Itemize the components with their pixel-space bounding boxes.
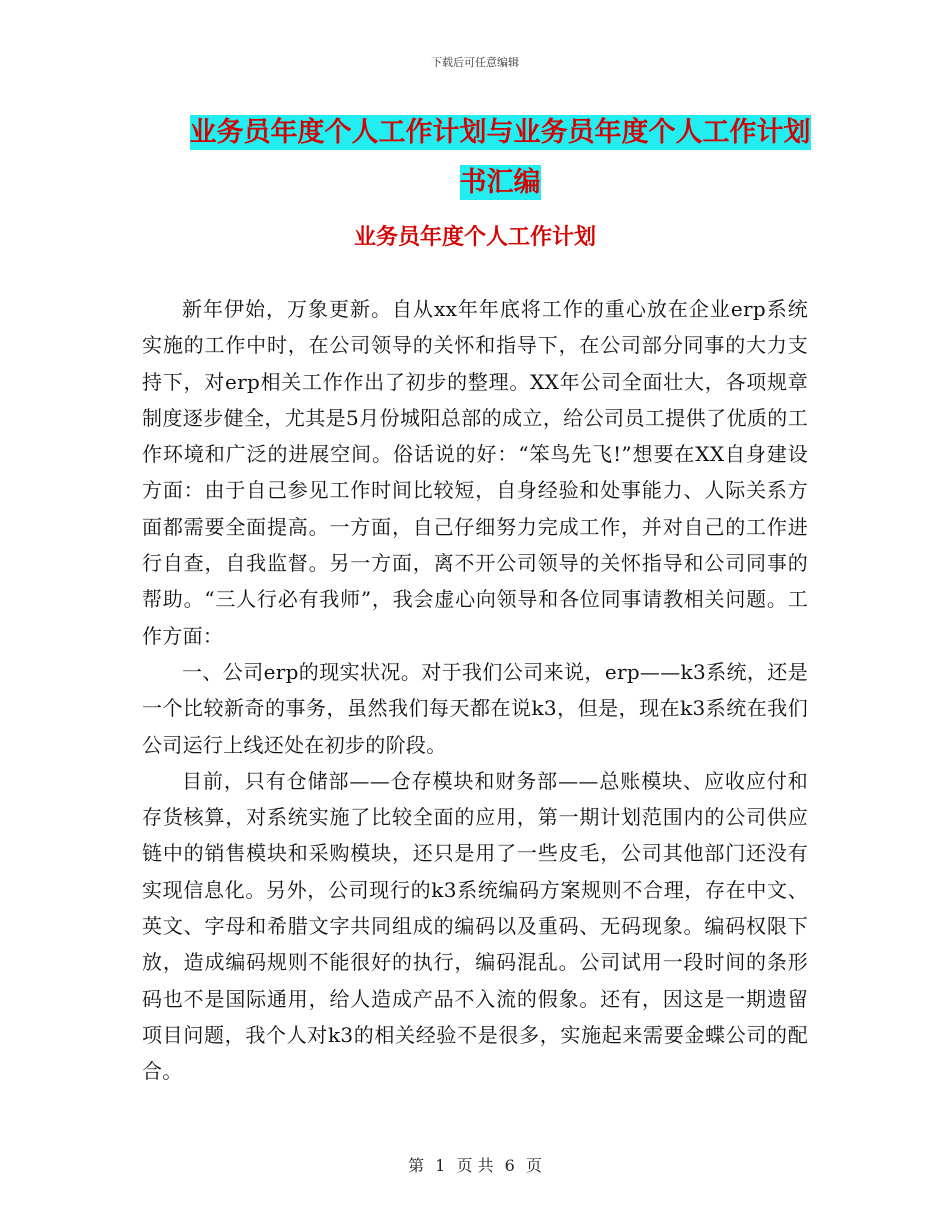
paragraph-current-state: 目前，只有仓储部——仓存模块和财务部——总账模块、应收应付和存货核算，对系统实施了比较全面的应用，第一期计划范围内的公司供应链中的销售模块和采购模块，还只是用了一些皮毛，公司其他部门还没有实现信息化。另外，公司现行的k3系统编码方案规则不合理，存在中文、英文、字母和希腊文字共同组成的编码以及重码、无码现象。编码权限下放，造成编码规则不能很好的执行，编码混乱。公司试用一段时间的条形码也不是国际通用，给人造成产品不入流的假象。还有，因这是一期遗留项目问题，我个人对k3的相关经验不是很多，实施起来需要金蝶公司的配合。 [142, 768, 808, 1084]
paragraph-erp-status: 一、公司erp的现实状况。对于我们公司来说，erp——k3系统，还是一个比较新奇的事务，虽然我们每天都在说k3，但是，现在k3系统在我们公司运行上线还处在初步的阶段。 [142, 659, 808, 757]
footer-prefix: 第 [408, 1156, 425, 1175]
paragraph-intro: 新年伊始，万象更新。自从xx年年底将工作的重心放在企业erp系统实施的工作中时，在公司领导的关怀和指导下，在公司部分同事的大力支持下，对erp相关工作作出了初步的整理。XX年公司全面壮大，各项规章制度逐步健全，尤其是5月份城阳总部的成立，给公司员工提供了优质的工作环境和广泛的进展空间。俗话说的好：“笨鸟先飞!”想要在XX自身建设方面：由于自己参见工作时间比较短，自身经验和处事能力、人际关系方面都需要全面提高。一方面，自己仔细努力完成工作，并对自己的工作进行自查，自我监督。另一方面，离不开公司领导的关怀指导和公司同事的帮助。“三人行必有我师”，我会虚心向领导和各位同事请教相关问题。工作方面： [142, 297, 808, 648]
body-text [142, 291, 808, 1090]
footer-total-pages: 6 [504, 1156, 515, 1175]
footer-page-number: 1 [435, 1156, 446, 1175]
page-footer [0, 1153, 950, 1176]
document-title [140, 108, 860, 208]
footer-middle: 页 共 [456, 1156, 494, 1175]
document-title-line-2: 书汇编 [459, 167, 541, 198]
footer-suffix: 页 [525, 1156, 542, 1175]
header-note: 下载后可任意编辑 [431, 56, 519, 69]
section-title: 业务员年度个人工作计划 [353, 225, 596, 250]
document-title-line-1: 业务员年度个人工作计划与业务员年度个人工作计划 [189, 117, 811, 148]
